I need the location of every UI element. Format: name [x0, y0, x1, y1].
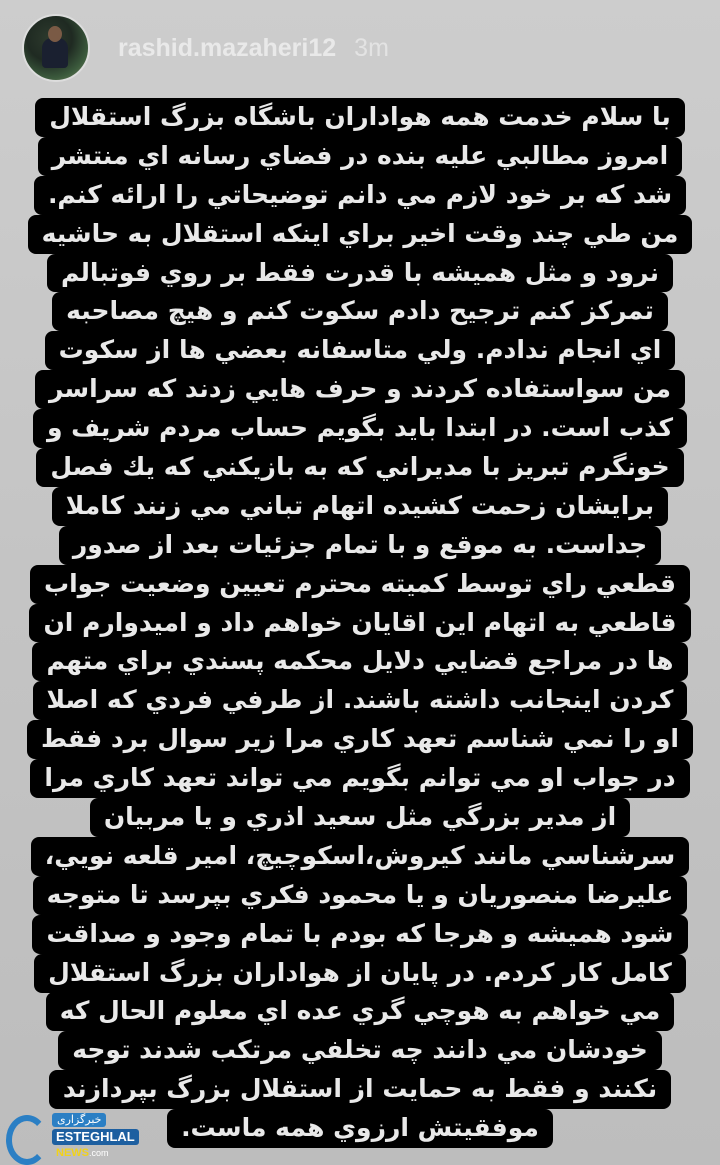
story-line: [0, 1031, 720, 1070]
username[interactable]: rashid.mazaheri12: [118, 33, 337, 62]
story-line: [0, 954, 720, 993]
story-line: [0, 448, 720, 487]
story-line: [0, 292, 720, 331]
story-line: [0, 98, 720, 137]
timestamp: 3m: [354, 33, 389, 62]
story-line-text: كردن اينجانب داشته باشند. از طرفي فردي كه اصلا: [33, 681, 688, 720]
logo-fa-text: خبرگزاری: [52, 1113, 106, 1127]
story-line: [0, 837, 720, 876]
story-line-text: كذب است. در ابتدا بايد بگويم حساب مردم شريف و: [33, 409, 687, 448]
logo-news: NEWS: [56, 1147, 89, 1159]
story-line: [0, 681, 720, 720]
story-line: [0, 565, 720, 604]
story-line-text: قطعي راي توسط كميته محترم تعيين وضعيت جواب: [30, 565, 690, 604]
story-line: [0, 137, 720, 176]
story-text: [0, 98, 720, 1148]
logo-news-text: [56, 1147, 109, 1160]
story-line-text: مي خواهم به هوچي گري عده اي معلوم الحال كه: [46, 992, 674, 1031]
story-line: [0, 487, 720, 526]
story-line-text: شود هميشه و هرجا كه بودم با تمام وجود و صداقت: [32, 915, 687, 954]
logo-tld: .com: [89, 1148, 109, 1158]
story-line-text: سرشناسي مانند كيروش،اسكوچيچ، امير قلعه نويي،: [31, 837, 689, 876]
story-line-text: كامل كار كردم. در پايان از هواداران بزرگ استقلال: [34, 954, 686, 993]
story-line-text: نرود و مثل هميشه با قدرت فقط بر روي فوتبالم: [47, 254, 673, 293]
story-line-text: جداست. به موقع و با تمام جزئيات بعد از صدور: [59, 526, 661, 565]
story-line: [0, 176, 720, 215]
story-line-text: اي انجام ندادم. ولي متاسفانه بعضي ها از سكوت: [45, 331, 676, 370]
story-line-text: شد كه بر خود لازم مي دانم توضيحاتي را ارائه كنم.: [34, 176, 686, 215]
story-line-text: در جواب او مي توانم بگويم مي تواند تعهد كاري مرا: [30, 759, 689, 798]
story-line-text: قاطعي به اتهام اين اقايان خواهم داد و اميدوارم ان: [29, 604, 690, 643]
story-line: [0, 526, 720, 565]
story-line: [0, 1070, 720, 1109]
story-line-text: ها در مراجع قضايي دلايل محكمه پسندي براي متهم: [32, 642, 687, 681]
story-line-text: خونگرم تبريز با مديراني كه به بازيكني كه يك فصل: [36, 448, 683, 487]
story-line: [0, 331, 720, 370]
story-line: [0, 915, 720, 954]
story-line-text: با سلام خدمت همه هواداران باشگاه بزرگ استقلال: [35, 98, 685, 137]
story-line-text: من طي چند وقت اخير براي اينكه استقلال به حاشيه: [28, 215, 693, 254]
avatar[interactable]: [22, 14, 90, 82]
story-line: [0, 215, 720, 254]
story-line: [0, 604, 720, 643]
story-line-text: من سواستفاده كردند و حرف هايي زدند كه سراسر: [35, 370, 685, 409]
story-line: [0, 798, 720, 837]
story-line-text: نكنند و فقط به حمايت از استقلال بزرگ بپردازند: [49, 1070, 671, 1109]
story-line: [0, 720, 720, 759]
story-header: [22, 14, 389, 82]
story-line-text: خودشان مي دانند چه تخلفي مرتكب شدند توجه: [58, 1031, 662, 1070]
story-line-text: از مدير بزرگي مثل سعيد اذري و يا مربيان: [90, 798, 630, 837]
story-line-text: او را نمي شناسم تعهد كاري مرا زير سوال برد فقط: [27, 720, 693, 759]
story-line: [0, 1109, 720, 1148]
story-line: [0, 992, 720, 1031]
story-line: [0, 409, 720, 448]
story-line: [0, 642, 720, 681]
story-line-text: امروز مطالبي عليه بنده در فضاي رسانه اي منتشر: [38, 137, 683, 176]
story-line-text: موفقيتش ارزوي همه ماست.: [167, 1109, 553, 1148]
story-line-text: تمركز كنم ترجيح دادم سكوت كنم و هيچ مصاحبه: [52, 292, 668, 331]
story-line: [0, 370, 720, 409]
story-line: [0, 759, 720, 798]
story-line: [0, 876, 720, 915]
story-line-text: عليرضا منصوريان و يا محمود فكري بپرسد تا متوجه: [33, 876, 688, 915]
story-line: [0, 254, 720, 293]
story-line-text: برايشان زحمت كشيده اتهام تباني مي زنند كاملا: [52, 487, 668, 526]
logo-en-text: ESTEGHLAL: [52, 1129, 139, 1145]
